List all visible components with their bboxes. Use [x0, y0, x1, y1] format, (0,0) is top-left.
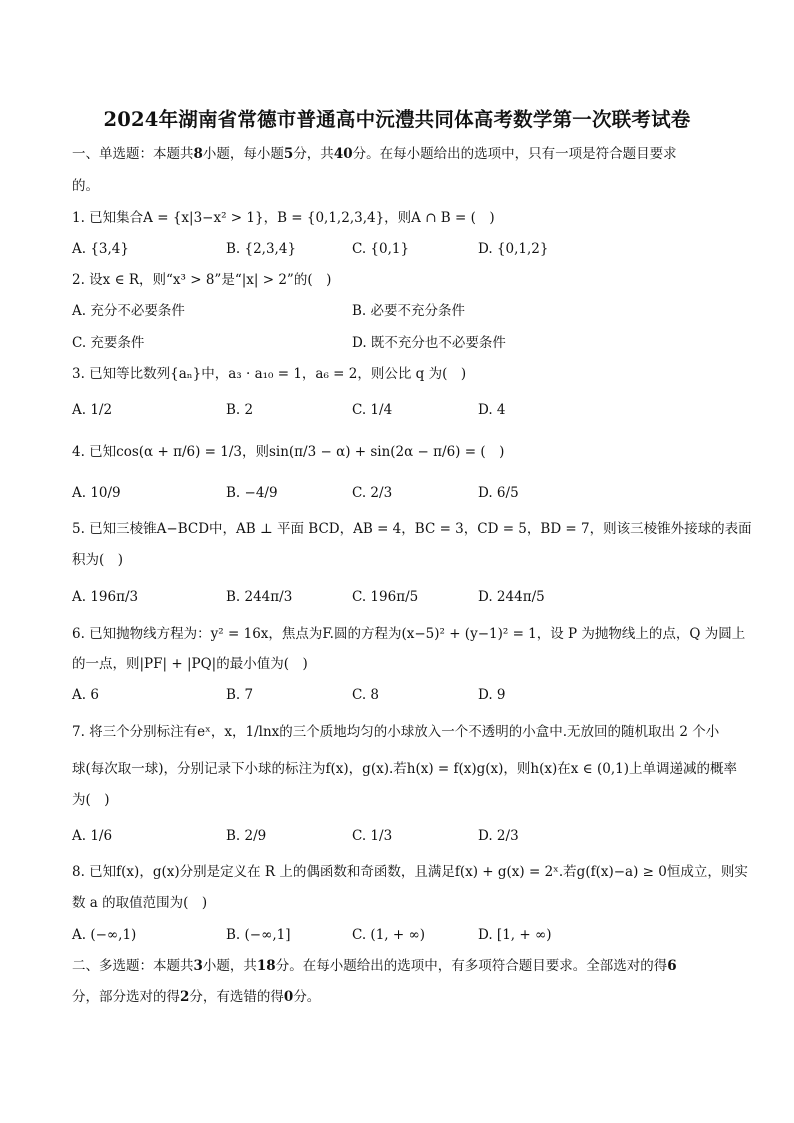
question-1-option-d: D. {0,1,2}: [478, 241, 549, 257]
question-4-stem: 4. 已知cos(α + π/6) = 1/3，则sin(π/3 − α) + sin(2α − π/6) = ( ): [72, 444, 505, 460]
question-7-stem-cont: 球(每次取一球)，分别记录下小球的标注为f(x)，g(x).若h(x) = f(x)g(x)，则h(x)在x ∈ (0,1)上单调递减的概率: [72, 761, 737, 777]
question-1-stem: 1. 已知集合A = {x|3−x² > 1}，B = {0,1,2,3,4}，则A ∩ B = ( ): [72, 210, 495, 226]
question-6-stem: 6. 已知抛物线方程为：y² = 16x，焦点为F.圆的方程为(x−5)² + (y−1)² = 1，设 P 为抛物线上的点，Q 为圆上: [72, 626, 746, 642]
question-7-stem-cont2: 为( ): [72, 792, 110, 808]
question-1-option-a: A. {3,4}: [72, 241, 129, 257]
question-5-option-c: C. 196π/5: [352, 589, 419, 605]
question-2-option-b: B. 必要不充分条件: [352, 303, 466, 319]
question-8-option-b: B. (−∞,1]: [226, 927, 291, 943]
question-6-option-c: C. 8: [352, 687, 380, 703]
section2-header: 二、多选题：本题共3小题，共18分。在每小题给出的选项中，有多项符合题目要求。全部选对的得6: [72, 958, 677, 974]
question-8-stem: 8. 已知f(x)，g(x)分别是定义在 R 上的偶函数和奇函数，且满足f(x) + g(x) = 2ˣ.若g(f(x)−a) ≥ 0恒成立，则实: [72, 864, 748, 880]
question-7-option-d: D. 2/3: [478, 828, 519, 844]
question-3-stem: 3. 已知等比数列{aₙ}中，a₃ · a₁₀ = 1，a₆ = 2，则公比 q 为( ): [72, 366, 467, 382]
question-2-option-d: D. 既不充分也不必要条件: [352, 335, 506, 351]
question-7-option-b: B. 2/9: [226, 828, 267, 844]
section1-header-cont: 的。: [72, 178, 99, 194]
question-5-stem: 5. 已知三棱锥A−BCD中，AB ⊥ 平面 BCD，AB = 4，BC = 3，CD = 5，BD = 7，则该三棱锥外接球的表面: [72, 521, 752, 537]
question-5-stem-cont: 积为( ): [72, 552, 124, 568]
question-4-option-c: C. 2/3: [352, 485, 393, 501]
question-3-option-d: D. 4: [478, 402, 506, 418]
question-1-option-c: C. {0,1}: [352, 241, 410, 257]
question-7-option-a: A. 1/6: [72, 828, 113, 844]
question-8-option-d: D. [1, + ∞): [478, 927, 552, 943]
question-1-option-b: B. {2,3,4}: [226, 241, 297, 257]
question-5-option-d: D. 244π/5: [478, 589, 545, 605]
question-7-option-c: C. 1/3: [352, 828, 393, 844]
question-6-stem-cont: 的一点，则|PF| + |PQ|的最小值为( ): [72, 656, 308, 672]
question-4-option-d: D. 6/5: [478, 485, 519, 501]
question-8-stem-cont: 数 a 的取值范围为( ): [72, 895, 208, 911]
question-7-stem: 7. 将三个分别标注有eˣ，x，1/lnx的三个质地均匀的小球放入一个不透明的小盒中.无放回的随机取出 2 个小: [72, 724, 720, 740]
question-3-option-b: B. 2: [226, 402, 254, 418]
question-2-stem: 2. 设x ∈ R，则“x³ > 8”是“|x| > 2”的( ): [72, 272, 332, 288]
question-4-option-a: A. 10/9: [72, 485, 121, 501]
question-8-option-a: A. (−∞,1): [72, 927, 137, 943]
section2-header-cont: 分，部分选对的得2分，有选错的得0分。: [72, 989, 321, 1005]
question-8-option-c: C. (1, + ∞): [352, 927, 425, 943]
question-6-option-d: D. 9: [478, 687, 506, 703]
question-6-option-a: A. 6: [72, 687, 99, 703]
page-title: 2024年湖南省常德市普通高中沅澧共同体高考数学第一次联考试卷: [103, 108, 691, 131]
question-2-option-c: C. 充要条件: [72, 335, 145, 351]
question-4-option-b: B. −4/9: [226, 485, 278, 501]
section1-header: 一、单选题：本题共8小题，每小题5分，共40分。在每小题给出的选项中，只有一项是符合题目要求: [72, 146, 677, 162]
question-3-option-c: C. 1/4: [352, 402, 393, 418]
question-6-option-b: B. 7: [226, 687, 254, 703]
question-5-option-b: B. 244π/3: [226, 589, 293, 605]
question-2-option-a: A. 充分不必要条件: [72, 303, 185, 319]
question-3-option-a: A. 1/2: [72, 402, 113, 418]
question-5-option-a: A. 196π/3: [72, 589, 139, 605]
